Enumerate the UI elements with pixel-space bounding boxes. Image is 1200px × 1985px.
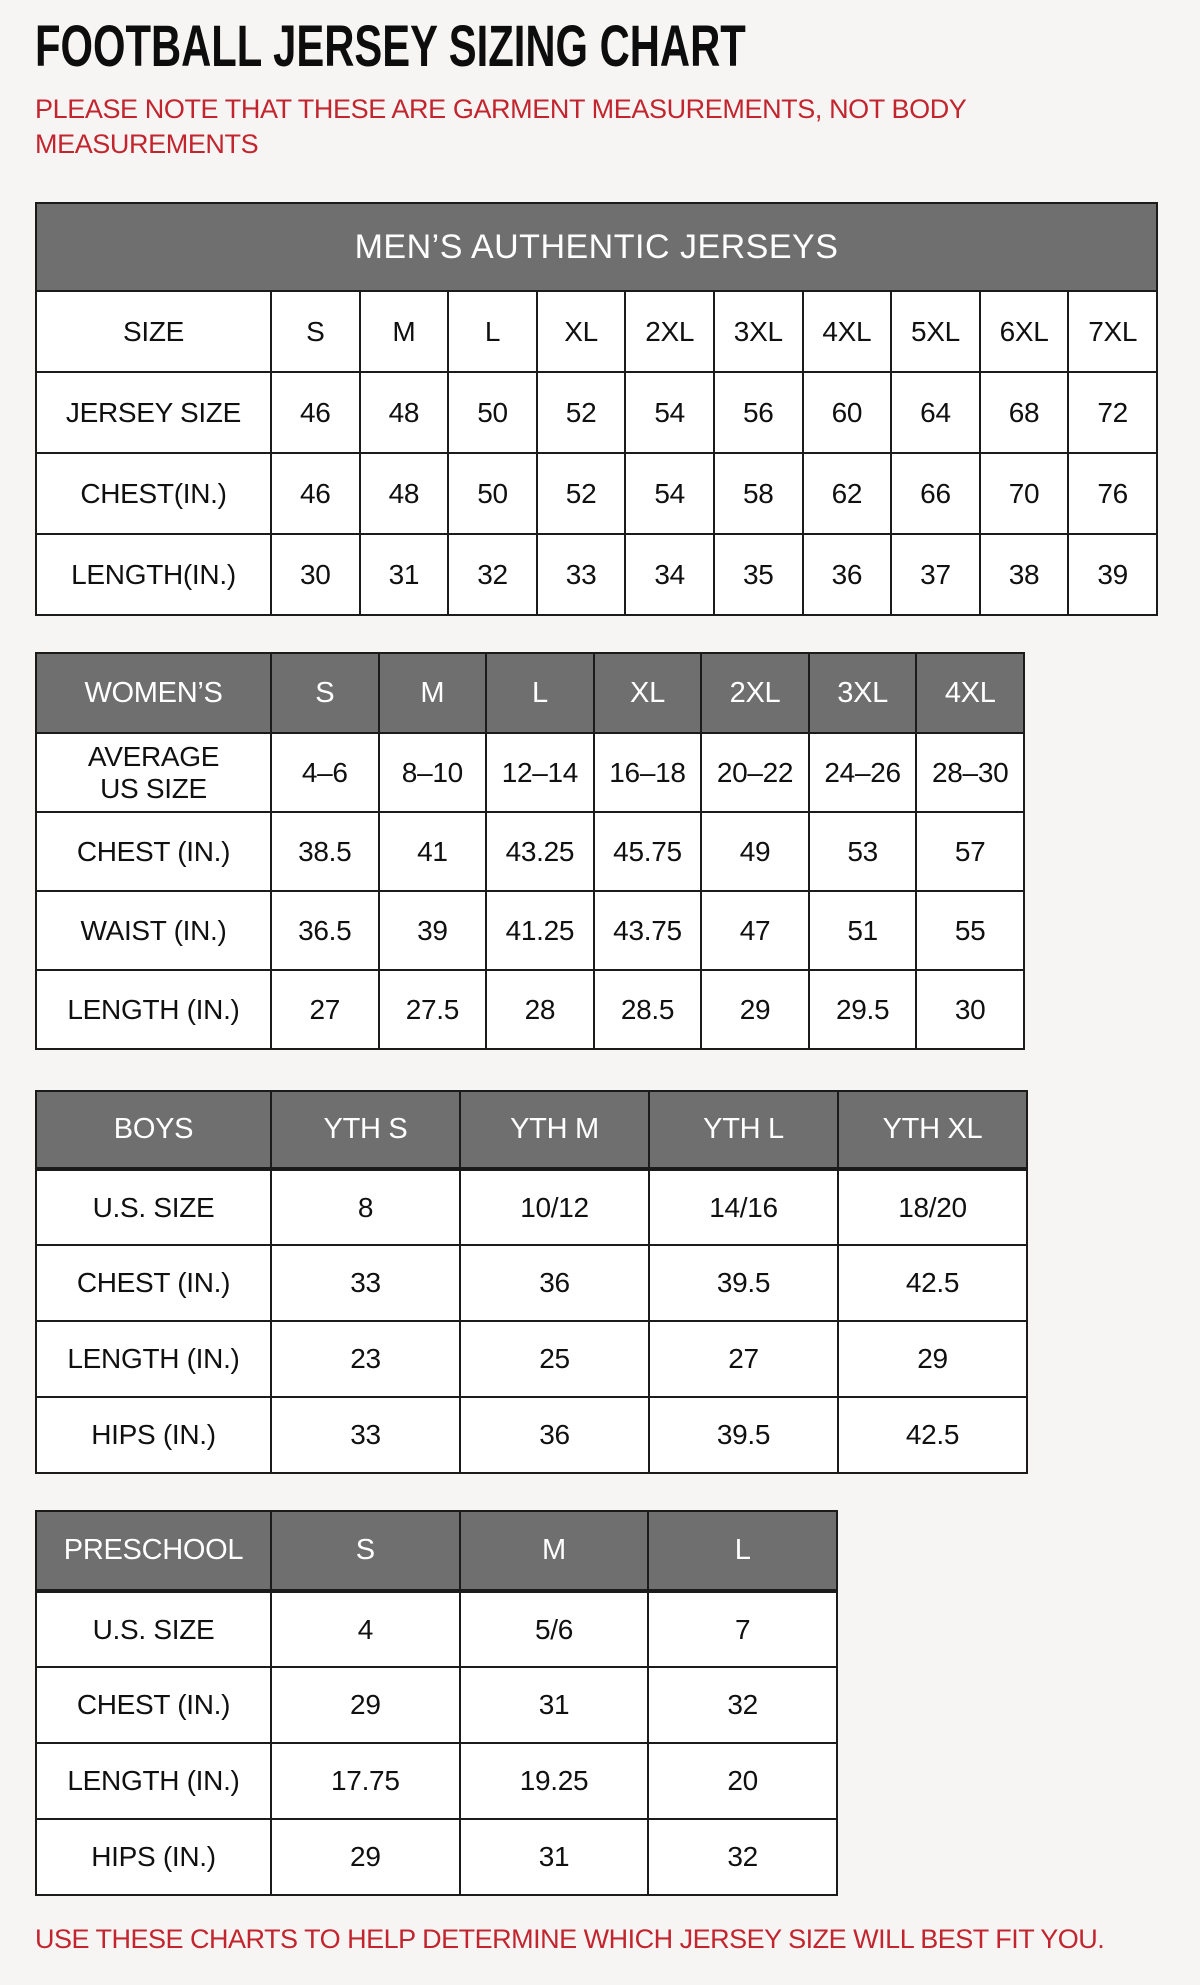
size-column-header: 3XL xyxy=(714,291,803,372)
table-row xyxy=(36,1667,837,1743)
measurement-cell: 28 xyxy=(486,970,594,1049)
measurement-cell: 58 xyxy=(714,453,803,534)
measurement-cell: 72 xyxy=(1068,372,1157,453)
measurement-cell: 60 xyxy=(803,372,892,453)
size-column-header: 7XL xyxy=(1068,291,1157,372)
table-header-row xyxy=(36,1091,1027,1169)
row-label: WAIST (IN.) xyxy=(36,891,271,970)
size-column-header: 4XL xyxy=(916,653,1024,733)
table-row xyxy=(36,1819,837,1895)
measurement-cell: 31 xyxy=(460,1819,649,1895)
measurement-cell: 29 xyxy=(271,1667,460,1743)
row-label: HIPS (IN.) xyxy=(36,1397,271,1473)
table-row xyxy=(36,1321,1027,1397)
measurement-cell: 52 xyxy=(537,453,626,534)
measurement-cell: 39.5 xyxy=(649,1397,838,1473)
measurement-cell: 37 xyxy=(891,534,980,615)
measurement-cell: 66 xyxy=(891,453,980,534)
measurement-cell: 8–10 xyxy=(379,733,487,812)
boys-jerseys-table xyxy=(35,1090,1028,1474)
size-column-header: M xyxy=(379,653,487,733)
measurement-cell: 62 xyxy=(803,453,892,534)
womens-jerseys-table xyxy=(35,652,1025,1050)
size-column-header: YTH L xyxy=(649,1091,838,1169)
measurement-cell: 76 xyxy=(1068,453,1157,534)
measurement-cell: 39.5 xyxy=(649,1245,838,1321)
size-column-header: YTH M xyxy=(460,1091,649,1169)
table-row xyxy=(36,453,1157,534)
table-row xyxy=(36,534,1157,615)
measurement-cell: 36 xyxy=(460,1245,649,1321)
measurement-cell: 54 xyxy=(625,372,714,453)
preschool-jerseys-table xyxy=(35,1510,838,1896)
row-label: LENGTH (IN.) xyxy=(36,1743,271,1819)
measurement-cell: 38.5 xyxy=(271,812,379,891)
measurement-cell: 18/20 xyxy=(838,1169,1027,1245)
measurement-cell: 46 xyxy=(271,453,360,534)
measurement-cell: 4 xyxy=(271,1591,460,1667)
measurement-cell: 57 xyxy=(916,812,1024,891)
measurement-cell: 7 xyxy=(648,1591,837,1667)
table-row xyxy=(36,1397,1027,1473)
measurement-cell: 27 xyxy=(649,1321,838,1397)
measurement-cell: 36.5 xyxy=(271,891,379,970)
row-label: AVERAGE US SIZE xyxy=(36,733,271,812)
measurement-cell: 32 xyxy=(448,534,537,615)
measurement-cell: 55 xyxy=(916,891,1024,970)
size-column-header: XL xyxy=(537,291,626,372)
size-column-header: M xyxy=(460,1511,649,1591)
table-row xyxy=(36,372,1157,453)
size-column-header: YTH S xyxy=(271,1091,460,1169)
size-column-header: S xyxy=(271,291,360,372)
measurement-cell: 20 xyxy=(648,1743,837,1819)
measurement-cell: 41.25 xyxy=(486,891,594,970)
size-column-header: YTH XL xyxy=(838,1091,1027,1169)
measurement-cell: 33 xyxy=(271,1397,460,1473)
measurement-cell: 29 xyxy=(701,970,809,1049)
measurement-cell: 51 xyxy=(809,891,917,970)
size-column-header: XL xyxy=(594,653,702,733)
measurement-cell: 17.75 xyxy=(271,1743,460,1819)
row-label: CHEST (IN.) xyxy=(36,1667,271,1743)
measurement-cell: 32 xyxy=(648,1667,837,1743)
measurement-cell: 64 xyxy=(891,372,980,453)
measurement-cell: 19.25 xyxy=(460,1743,649,1819)
measurement-cell: 4–6 xyxy=(271,733,379,812)
table-banner-title: MEN’S AUTHENTIC JERSEYS xyxy=(36,203,1157,291)
measurement-cell: 32 xyxy=(648,1819,837,1895)
size-column-header: 3XL xyxy=(809,653,917,733)
measurement-cell: 36 xyxy=(460,1397,649,1473)
measurement-cell: 24–26 xyxy=(809,733,917,812)
table-row xyxy=(36,812,1024,891)
measurement-cell: 23 xyxy=(271,1321,460,1397)
measurement-cell: 33 xyxy=(537,534,626,615)
measurement-cell: 29.5 xyxy=(809,970,917,1049)
table-label-header: BOYS xyxy=(36,1091,271,1169)
measurement-cell: 8 xyxy=(271,1169,460,1245)
table-header-row xyxy=(36,291,1157,372)
size-column-header: 4XL xyxy=(803,291,892,372)
measurement-cell: 29 xyxy=(838,1321,1027,1397)
table-row xyxy=(36,733,1024,812)
measurement-cell: 14/16 xyxy=(649,1169,838,1245)
size-column-header: 2XL xyxy=(625,291,714,372)
size-column-header: M xyxy=(360,291,449,372)
row-label: JERSEY SIZE xyxy=(36,372,271,453)
size-column-header: L xyxy=(648,1511,837,1591)
measurement-cell: 33 xyxy=(271,1245,460,1321)
measurement-cell: 53 xyxy=(809,812,917,891)
mens-authentic-jerseys-table xyxy=(35,202,1158,616)
size-column-header: L xyxy=(448,291,537,372)
size-column-header: 6XL xyxy=(980,291,1069,372)
measurement-cell: 27.5 xyxy=(379,970,487,1049)
garment-measurement-note: PLEASE NOTE THAT THESE ARE GARMENT MEASUREMENTS, NOT BODY MEASUREMENTS xyxy=(35,94,966,160)
measurement-cell: 34 xyxy=(625,534,714,615)
measurement-cell: 16–18 xyxy=(594,733,702,812)
row-label: LENGTH (IN.) xyxy=(36,970,271,1049)
measurement-cell: 49 xyxy=(701,812,809,891)
measurement-cell: 50 xyxy=(448,453,537,534)
measurement-cell: 28–30 xyxy=(916,733,1024,812)
measurement-cell: 30 xyxy=(916,970,1024,1049)
measurement-cell: 70 xyxy=(980,453,1069,534)
measurement-cell: 30 xyxy=(271,534,360,615)
table-banner-row xyxy=(36,203,1157,291)
measurement-cell: 54 xyxy=(625,453,714,534)
page-title: FOOTBALL JERSEY SIZING CHART xyxy=(35,14,746,79)
row-label: LENGTH(IN.) xyxy=(36,534,271,615)
measurement-cell: 39 xyxy=(379,891,487,970)
measurement-cell: 48 xyxy=(360,372,449,453)
size-column-header: L xyxy=(486,653,594,733)
size-column-header: S xyxy=(271,653,379,733)
measurement-cell: 5/6 xyxy=(460,1591,649,1667)
table-row xyxy=(36,1591,837,1667)
row-label: CHEST (IN.) xyxy=(36,812,271,891)
measurement-cell: 35 xyxy=(714,534,803,615)
row-label: CHEST(IN.) xyxy=(36,453,271,534)
table-header-row xyxy=(36,653,1024,733)
measurement-cell: 39 xyxy=(1068,534,1157,615)
measurement-cell: 12–14 xyxy=(486,733,594,812)
measurement-cell: 28.5 xyxy=(594,970,702,1049)
table-row xyxy=(36,1169,1027,1245)
table-label-header: WOMEN’S xyxy=(36,653,271,733)
table-label-header: SIZE xyxy=(36,291,271,372)
table-row xyxy=(36,970,1024,1049)
measurement-cell: 52 xyxy=(537,372,626,453)
measurement-cell: 31 xyxy=(360,534,449,615)
measurement-cell: 38 xyxy=(980,534,1069,615)
measurement-cell: 43.25 xyxy=(486,812,594,891)
size-column-header: 5XL xyxy=(891,291,980,372)
fit-advice-footer: USE THESE CHARTS TO HELP DETERMINE WHICH JERSEY SIZE WILL BEST FIT YOU. xyxy=(35,1924,1105,1955)
measurement-cell: 10/12 xyxy=(460,1169,649,1245)
measurement-cell: 42.5 xyxy=(838,1245,1027,1321)
measurement-cell: 29 xyxy=(271,1819,460,1895)
measurement-cell: 48 xyxy=(360,453,449,534)
measurement-cell: 42.5 xyxy=(838,1397,1027,1473)
row-label: U.S. SIZE xyxy=(36,1591,271,1667)
measurement-cell: 45.75 xyxy=(594,812,702,891)
table-header-row xyxy=(36,1511,837,1591)
table-row xyxy=(36,891,1024,970)
measurement-cell: 36 xyxy=(803,534,892,615)
measurement-cell: 25 xyxy=(460,1321,649,1397)
row-label: LENGTH (IN.) xyxy=(36,1321,271,1397)
measurement-cell: 68 xyxy=(980,372,1069,453)
measurement-cell: 41 xyxy=(379,812,487,891)
measurement-cell: 20–22 xyxy=(701,733,809,812)
size-column-header: 2XL xyxy=(701,653,809,733)
measurement-cell: 43.75 xyxy=(594,891,702,970)
row-label: CHEST (IN.) xyxy=(36,1245,271,1321)
measurement-cell: 46 xyxy=(271,372,360,453)
measurement-cell: 56 xyxy=(714,372,803,453)
size-column-header: S xyxy=(271,1511,460,1591)
measurement-cell: 50 xyxy=(448,372,537,453)
table-row xyxy=(36,1743,837,1819)
measurement-cell: 27 xyxy=(271,970,379,1049)
row-label: U.S. SIZE xyxy=(36,1169,271,1245)
table-label-header: PRESCHOOL xyxy=(36,1511,271,1591)
row-label: HIPS (IN.) xyxy=(36,1819,271,1895)
measurement-cell: 31 xyxy=(460,1667,649,1743)
measurement-cell: 47 xyxy=(701,891,809,970)
table-row xyxy=(36,1245,1027,1321)
